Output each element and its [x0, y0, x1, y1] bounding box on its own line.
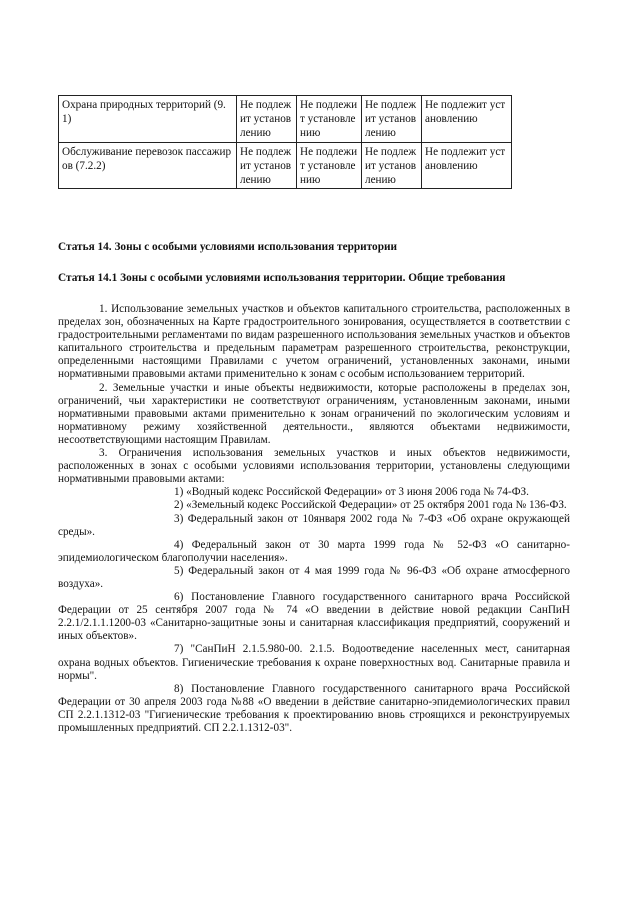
table-cell: Не подлежит установлению [237, 96, 297, 143]
list-item [58, 486, 570, 499]
table-row [59, 96, 512, 143]
list-text: Постановление Главного государственного санитарного врача Российской Федерации от 25 сентября 2007 года № 74 «О введении в действие новой редакции СанПиН 2.2.1/2.1.1.1200-03 «Санитарно-защитные зоны и санитарная классификация предприятий, сооружений и иных объектов». [58, 591, 571, 643]
paragraph-1: 1. Использование земельных участков и объектов капитального строительства, расположенных в пределах зон, обозначенных на Карте градостроительного зонирования, осуществляется в соответствии с градостроительными регламентами по видам разрешенного использования земельных участков и объектов капитального строительства и предельным параметрам разрешенного строительства, реконструкции, определенными настоящими Правилами с учетом ограничений, установленных законами, иными нормативными правовыми актами применительно к зонам с особым использованием территорий. [58, 303, 570, 381]
table-cell: Не подлежит установлению [297, 96, 362, 143]
list-item [58, 539, 570, 565]
list-text: Федеральный закон от 4 мая 1999 года № 96-ФЗ «Об охране атмосферного воздуха». [58, 564, 570, 590]
table-cell: Обслуживание перевозок пассажиров (7.2.2) [59, 142, 237, 189]
list-item [58, 591, 570, 643]
list-item [58, 683, 570, 735]
regulation-table [58, 95, 512, 189]
table-cell: Не подлежит установлению [422, 96, 512, 143]
table-cell: Не подлежит установлению [422, 142, 512, 189]
list-item [58, 499, 570, 512]
article-14-1-heading: Статья 14.1 Зоны с особыми условиями использования территории. Общие требования [58, 272, 506, 284]
paragraph-2: 2. Земельные участки и иные объекты недвижимости, которые расположены в пределах зон, ограничений, чьи характеристики не соответствуют ограничениям, установленным законами, иными нормативными правовыми актами применительно к зонам ограничений по экологическим условиям и нормативному режиму хозяйственной деятельности., являются объектами недвижимости, несоответствующими настоящим Правилам. [58, 381, 570, 446]
list-text: "СанПиН 2.1.5.980-00. 2.1.5. Водоотведение населенных мест, санитарная охрана водных объектов. Гигиенические требования к охране поверхностных вод. Санитарные правила и нормы". [58, 643, 570, 682]
table-cell: Охрана природных территорий (9.1) [59, 96, 237, 143]
list-text: «Земельный кодекс Российской Федерации» от 25 октября 2001 года № 136-ФЗ. [186, 499, 567, 512]
list-item [58, 643, 570, 682]
list-text: Федеральный закон от 30 марта 1999 года № 52-ФЗ «О санитарно-эпидемиологическом благополучии населения». [58, 538, 570, 564]
table-row [59, 142, 512, 189]
paragraph-3: 3. Ограничения использования земельных участков и иных объектов недвижимости, расположенных в зонах с особыми условиями использования территории, установлены следующими нормативными правовыми актами: [58, 447, 570, 486]
list-number: 6) [174, 591, 184, 604]
list-number: 5) [174, 564, 184, 577]
list-number: 3) [174, 512, 184, 525]
article-14-heading: Статья 14. Зоны с особыми условиями использования территории [58, 241, 398, 253]
list-number: 2) [174, 499, 184, 512]
table-cell: Не подлежит установлению [237, 142, 297, 189]
list-text: Федеральный закон от 10января 2002 года № 7-ФЗ «Об охране окружающей среды». [58, 512, 570, 538]
table-cell: Не подлежит установлению [362, 142, 422, 189]
list-item [58, 513, 570, 539]
article-body [58, 303, 570, 735]
list-number: 8) [174, 682, 184, 695]
list-item [58, 565, 570, 591]
list-number: 1) [174, 486, 184, 499]
list-text: «Водный кодекс Российской Федерации» от 3 июня 2006 года № 74-ФЗ. [186, 486, 529, 499]
list-number: 4) [174, 538, 184, 551]
table-cell: Не подлежит установлению [297, 142, 362, 189]
table-cell: Не подлежит установлению [362, 96, 422, 143]
list-text: Постановление Главного государственного санитарного врача Российской Федерации от 30 апреля 2003 года №88 «О введении в действие санитарно-эпидемиологических правил СП 2.2.1.1312-03 "Гигиенические требования к проектированию вновь строящихся и реконструируемых промышленных предприятий. СП 2.2.1.1312-03". [58, 682, 571, 734]
list-number: 7) [174, 643, 184, 656]
